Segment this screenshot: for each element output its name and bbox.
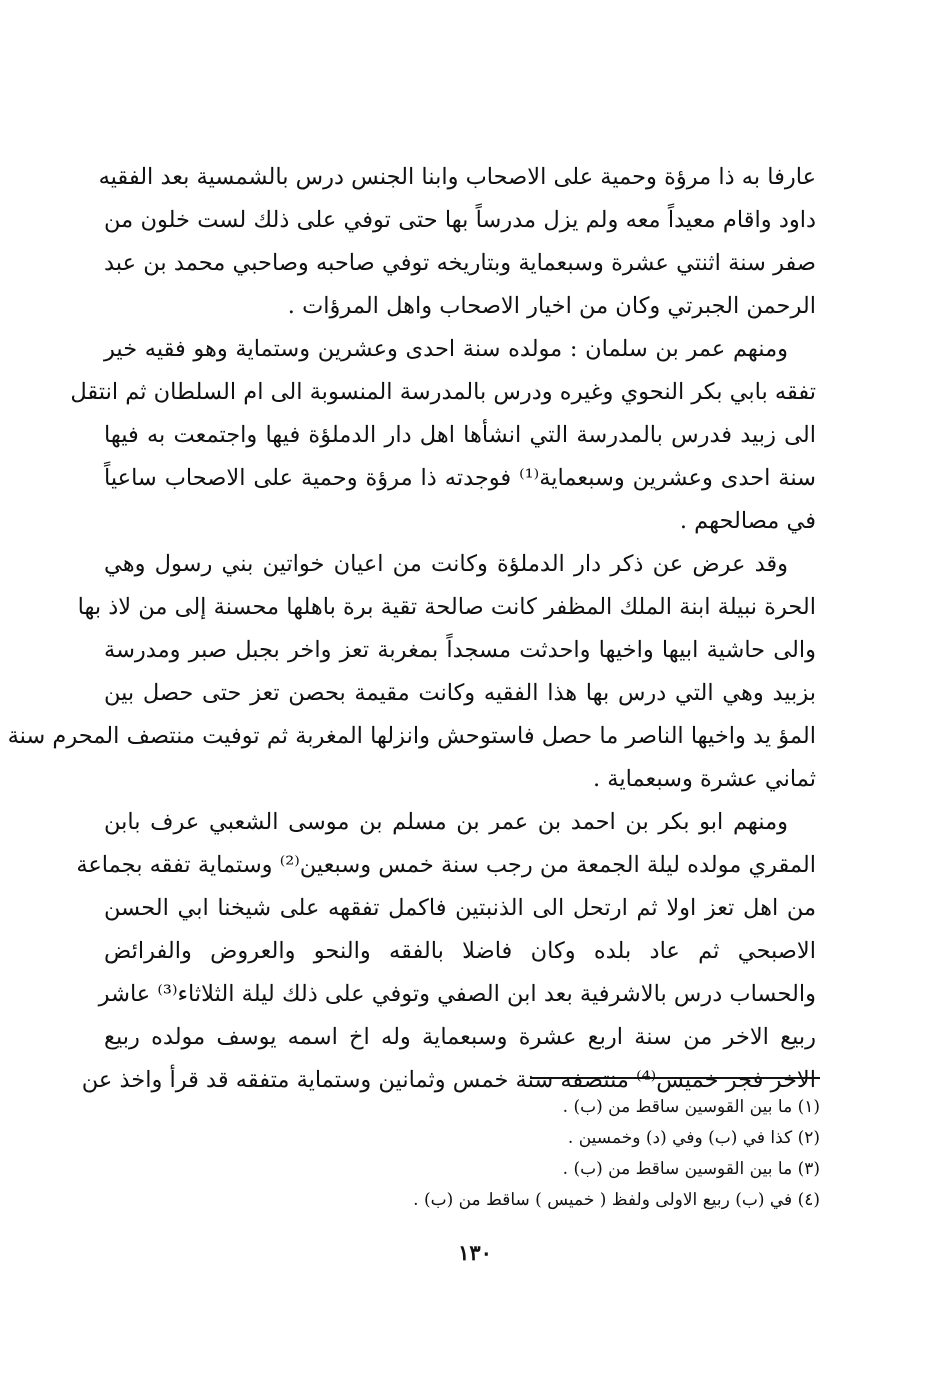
text-line: بزبيد وهي التي درس بها هذا الفقيه وكانت مقيمة بحصن تعز حتى حصل بين bbox=[104, 680, 816, 706]
footnote-1: (١) ما بين القوسين ساقط من (ب) . bbox=[562, 1097, 820, 1117]
text-line: والى حاشية ابيها واخيها واحدثت مسجداً بمغربة تعز واخر بجبل صبر ومدرسة bbox=[104, 637, 816, 663]
text-line: داود واقام معيداً معه ولم يزل مدرساً بها حتى توفي على ذلك لست خلون من bbox=[104, 207, 816, 233]
text-line: سنة احدى وعشرين وسبعماية⁽¹⁾ فوجدته ذا مرؤة وحمية على الاصحاب ساعياً bbox=[104, 465, 816, 491]
text-line: المؤ يد واخيها الناصر ما حصل فاستوحش وانزلها المغربة ثم توفيت منتصف المحرم سنة bbox=[7, 723, 816, 749]
text-line: المقري مولده ليلة الجمعة من رجب سنة خمس وسبعين⁽²⁾ وستماية تفقه بجماعة bbox=[76, 852, 816, 878]
text-line: صفر سنة اثنتي عشرة وسبعماية وبتاريخه توفي صاحبه وصاحبي محمد بن عبد bbox=[104, 250, 816, 276]
footnote-2: (٢) كذا في (ب) وفي (د) وخمسين . bbox=[567, 1128, 820, 1148]
page-number: ١٣٠ bbox=[458, 1240, 492, 1265]
paragraph-start-line: وقد عرض عن ذكر دار الدملؤة وكانت من اعيان خواتين بني رسول وهي bbox=[104, 551, 788, 577]
text-line: ثماني عشرة وسبعماية . bbox=[592, 766, 816, 792]
text-line: الحرة نبيلة ابنة الملك المظفر كانت صالحة تقية برة باهلها محسنة إلى من لاذ بها bbox=[77, 594, 816, 620]
text-line: تفقه بابي بكر النحوي وغيره ودرس بالمدرسة المنسوبة الى ام السلطان ثم انتقل bbox=[70, 379, 816, 405]
main-text-block bbox=[7, 156, 816, 1102]
text-line: من اهل تعز اولا ثم ارتحل الى الذنبتين فاكمل تفقهه على شيخنا ابي الحسن bbox=[104, 895, 816, 921]
text-line: الى زبيد فدرس بالمدرسة التي انشأها اهل دار الدملؤة فيها واجتمعت به فيها bbox=[104, 422, 816, 448]
text-line: والحساب درس بالاشرفية بعد ابن الصفي وتوفي على ذلك ليلة الثلاثاء⁽³⁾ عاشر bbox=[98, 981, 816, 1007]
footnote-3: (٣) ما بين القوسين ساقط من (ب) . bbox=[562, 1159, 820, 1179]
text-line: الاخر فجر خميس⁽⁴⁾ منتصفه سنة خمس وثمانين وستماية متفقه قد قرأ واخذ عن bbox=[81, 1067, 816, 1093]
text-line: عارفا به ذا مرؤة وحمية على الاصحاب وابنا الجنس درس بالشمسية بعد الفقيه bbox=[98, 164, 816, 190]
paragraph-start-line: ومنهم ابو بكر بن احمد بن عمر بن مسلم بن موسى الشعبي عرف بابن bbox=[104, 809, 788, 835]
text-line: ربيع الاخر من سنة اربع عشرة وسبعماية وله اخ اسمه يوسف مولده ربيع bbox=[104, 1024, 816, 1050]
paragraph-start-line: ومنهم عمر بن سلمان : مولده سنة احدى وعشرين وستماية وهو فقيه خير bbox=[104, 336, 788, 362]
text-line: في مصالحهم . bbox=[679, 508, 816, 534]
footnote-4: (٤) في (ب) ربيع الاولى ولفظ ( خميس ) ساقط من (ب) . bbox=[413, 1190, 820, 1210]
text-line: الاصبحي ثم عاد بلده وكان فاضلا بالفقه والنحو والعروض والفرائض bbox=[104, 938, 816, 964]
footnotes-block bbox=[330, 1092, 820, 1216]
text-line: الرحمن الجبرتي وكان من اخيار الاصحاب واهل المرؤات . bbox=[287, 293, 816, 319]
footnote-separator-rule bbox=[530, 1077, 820, 1079]
